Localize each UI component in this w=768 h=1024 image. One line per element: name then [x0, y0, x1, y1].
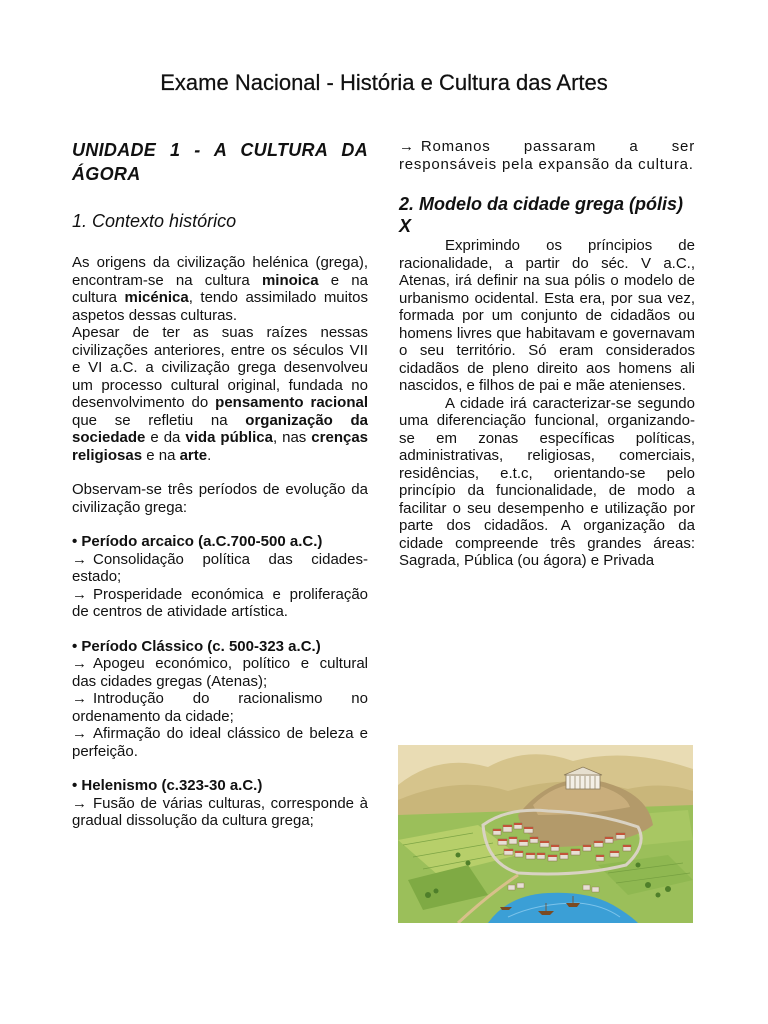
- text-span: .: [207, 446, 212, 464]
- paragraph-rationality: Exprimindo os príncipios de racionalidade, a partir do séc. V a.C., Atenas, irá definir na sua pólis o modelo de urbanismo ocidental. Esta era, por sua vez, formada por um conjunto de cidadãos ou homens livres que habitavam e governavam o seu território. Só eram considerados cidadãos de pleno direito aos homens ali nascidos, e filhos de pai e mãe atenienses.: [399, 237, 695, 394]
- list-item: [72, 655, 368, 690]
- paragraph-roots: [72, 324, 368, 464]
- list-item-text: Apogeu económico, político e cultural das cidades gregas (Atenas);: [72, 655, 368, 690]
- bold-term: arte: [179, 446, 208, 464]
- text-span: As origens da civilização helénica (grega), encontram-se na cultura: [72, 254, 368, 289]
- left-column: [72, 138, 368, 830]
- unit-title: UNIDADE 1 - A CULTURA DA ÁGORA: [72, 140, 368, 184]
- period-classic-title: • Período Clássico (c. 500-323 a.C.): [72, 637, 321, 655]
- text-span: que se refletiu na: [72, 411, 246, 429]
- bold-term: crenças religiosas: [72, 429, 369, 464]
- list-item: [72, 725, 368, 760]
- paragraph-functional: A cidade irá caracterizar-se segundo uma diferenciação funcional, organizando-se em zonas específicas políticas, administrativas, religiosas, comerciais, residências, e.t.c, orientando-se pelo princípio da funcionalidade, de modo a facilitar o seu desempenho e utilização por parte dos cidadãos. A organização da cidade compreende três grandes áreas: Sagrada, Pública (ou ágora) e Privada: [399, 394, 695, 569]
- section-title-polis: 2. Modelo da cidade grega (pólis): [399, 194, 684, 214]
- text-span: e da: [145, 429, 186, 446]
- list-item: [72, 690, 368, 725]
- text-span: e na cultura: [72, 271, 368, 306]
- arrow-icon: →: [72, 725, 87, 742]
- bold-term: minoica: [261, 271, 319, 289]
- section-title-context: 1. Contexto histórico: [72, 211, 237, 231]
- paragraph-periods-intro: Observam-se três períodos de evolução da civilização grega:: [72, 481, 368, 516]
- section-mark: X: [399, 216, 412, 236]
- period-archaic-title: • Período arcaico (a.C.700-500 a.C.): [72, 533, 323, 550]
- bold-term: pensamento racional: [215, 394, 369, 411]
- bold-term: organização da sociedade: [72, 411, 369, 446]
- text-span: , nas: [272, 429, 312, 446]
- list-item: [72, 586, 368, 621]
- paragraph-origins: [72, 254, 368, 324]
- list-item: [72, 795, 368, 830]
- right-column: [399, 138, 695, 570]
- arrow-icon: →: [72, 690, 87, 707]
- list-item-text: Afirmação do ideal clássico de beleza e perfeição.: [72, 725, 368, 760]
- greek-polis-illustration: [398, 745, 693, 923]
- text-span: Apesar de ter as suas raízes nessas civilizações anteriores, entre os séculos VII e VI a.C. a civilização grega desenvolveu um processo cultural original, fundada no desenvolvimento do: [72, 324, 368, 411]
- list-item: [72, 551, 368, 586]
- arrow-icon: →: [72, 550, 87, 568]
- list-item-continued: [399, 138, 695, 173]
- bold-term: vida pública: [185, 429, 273, 446]
- list-item-text: Introdução do racionalismo no ordenamento da cidade;: [72, 690, 368, 725]
- text-span: , tendo assimilado muitos aspetos dessas culturas.: [72, 289, 368, 324]
- arrow-icon: →: [72, 655, 87, 672]
- list-item-text: Romanos passaram a ser responsáveis pela expansão da cultura.: [399, 138, 695, 173]
- list-item-text: Consolidação política das cidades-estado;: [72, 550, 368, 585]
- arrow-icon: →: [72, 585, 87, 603]
- list-item-text: Prosperidade económica e proliferação de centros de atividade artística.: [72, 585, 368, 620]
- list-item-text: Fusão de várias culturas, corresponde à gradual dissolução da cultura grega;: [72, 794, 368, 829]
- text-span: e na: [142, 446, 180, 464]
- page-title: Exame Nacional - História e Cultura das Artes: [160, 70, 608, 95]
- period-hellenism-title: • Helenismo (c.323-30 a.C.): [72, 777, 263, 794]
- arrow-icon: →: [72, 794, 87, 812]
- bold-term: micénica: [124, 289, 189, 306]
- arrow-icon: →: [399, 138, 415, 155]
